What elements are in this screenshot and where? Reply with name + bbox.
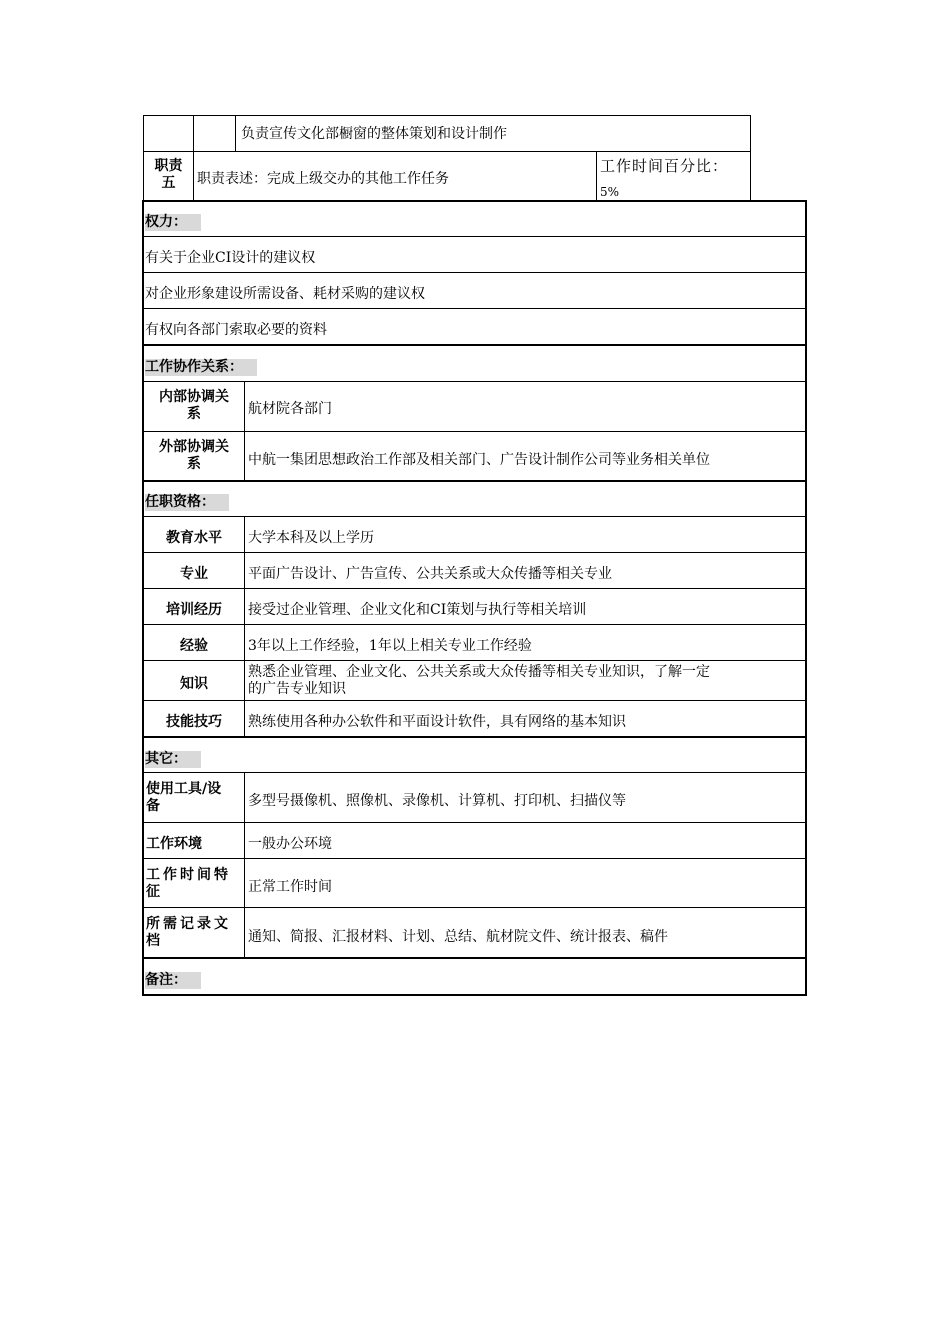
external-label-line2: 系 xyxy=(187,456,201,472)
knowledge-line2: 的广告专业知识 xyxy=(248,681,346,697)
qualification-label: 技能技巧 xyxy=(166,714,222,730)
qualification-value xyxy=(248,664,710,698)
qualification-label: 培训经历 xyxy=(166,602,222,618)
work-time-label-line1: 工作时间特 xyxy=(146,867,231,883)
environment-label: 工作环境 xyxy=(146,836,202,852)
internal-label-line2: 系 xyxy=(187,406,201,422)
records-label xyxy=(146,916,244,950)
authority-item: 对企业形象建设所需设备、耗材采购的建议权 xyxy=(145,286,425,302)
duty-five-label xyxy=(144,158,193,192)
authority-item: 有关于企业CI设计的建议权 xyxy=(145,250,316,266)
records-value: 通知、简报、汇报材料、计划、总结、航材院文件、统计报表、稿件 xyxy=(248,929,668,945)
qualification-value: 熟练使用各种办公软件和平面设计软件，具有网络的基本知识 xyxy=(248,714,626,730)
internal-label-line1: 内部协调关 xyxy=(159,389,229,405)
duty-five-label-line1: 职责 xyxy=(154,158,183,174)
qualification-label: 知识 xyxy=(180,676,208,692)
internal-coordination-value: 航材院各部门 xyxy=(248,401,332,417)
qualifications-heading: 任职资格： xyxy=(145,494,229,511)
remarks-heading: 备注： xyxy=(145,972,201,989)
tools-label-line2: 备 xyxy=(146,798,160,814)
qualification-value: 接受过企业管理、企业文化和CI策划与执行等相关培训 xyxy=(248,602,587,618)
work-time-value: 正常工作时间 xyxy=(248,879,332,895)
tools-label xyxy=(146,781,244,815)
external-coordination-value: 中航一集团思想政治工作部及相关部门、广告设计制作公司等业务相关单位 xyxy=(248,452,710,468)
tools-value: 多型号摄像机、照像机、录像机、计算机、打印机、扫描仪等 xyxy=(248,793,626,809)
internal-coordination-label xyxy=(144,389,244,423)
previous-duty-item: 负责宣传文化部橱窗的整体策划和设计制作 xyxy=(241,126,507,142)
cooperation-heading: 工作协作关系： xyxy=(145,359,257,376)
authority-heading: 权力： xyxy=(145,214,201,231)
records-label-line2: 档 xyxy=(146,933,163,949)
external-coordination-label xyxy=(144,439,244,473)
time-percentage-label: 工作时间百分比： xyxy=(600,157,729,175)
qualification-label: 专业 xyxy=(180,566,208,582)
environment-value: 一般办公环境 xyxy=(248,836,332,852)
qualification-value: 3年以上工作经验，1年以上相关专业工作经验 xyxy=(248,638,532,654)
tools-label-line1: 使用工具/设 xyxy=(146,781,222,797)
work-time-label-line2: 征 xyxy=(146,884,163,900)
work-time-label xyxy=(146,867,244,901)
other-heading: 其它： xyxy=(145,751,201,768)
qualification-label: 经验 xyxy=(180,638,208,654)
duty-five-description: 职责表述：完成上级交办的其他工作任务 xyxy=(197,171,449,187)
time-percentage-value: 5% xyxy=(600,185,620,199)
external-label-line1: 外部协调关 xyxy=(159,439,229,455)
knowledge-line1: 熟悉企业管理、企业文化、公共关系或大众传播等相关专业知识，了解一定 xyxy=(248,664,710,680)
records-label-line1: 所需记录文 xyxy=(146,916,231,932)
qualification-label: 教育水平 xyxy=(166,530,222,546)
authority-item: 有权向各部门索取必要的资料 xyxy=(145,322,327,338)
qualification-value: 大学本科及以上学历 xyxy=(248,530,374,546)
duty-five-label-line2: 五 xyxy=(161,175,176,191)
qualification-value: 平面广告设计、广告宣传、公共关系或大众传播等相关专业 xyxy=(248,566,612,582)
